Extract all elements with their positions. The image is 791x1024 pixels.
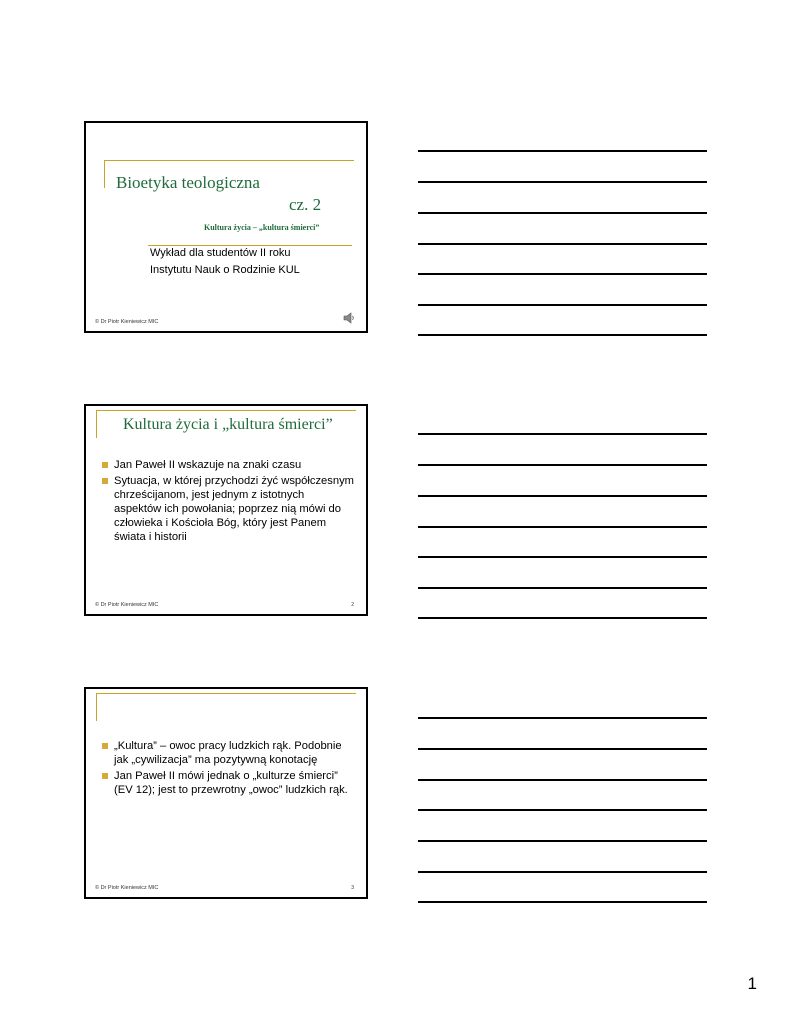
note-line — [418, 464, 707, 466]
bullet-text: Jan Paweł II mówi jednak o „kulturze śmierci” (EV 12); jest to przewrotny „owoc” ludzkich rąk. — [114, 770, 348, 796]
note-line — [418, 150, 707, 152]
bullet-square-icon — [102, 743, 108, 749]
bullet-square-icon — [102, 773, 108, 779]
slide-1-mid-rule — [148, 245, 352, 246]
slide-1-title-line1: Bioetyka teologiczna — [116, 173, 260, 192]
note-line — [418, 617, 707, 619]
slide-3-left-rule — [96, 693, 97, 721]
bullet-text: „Kultura” – owoc pracy ludzkich rąk. Podobnie jak „cywilizacja” ma pozytywną konotację — [114, 740, 342, 766]
list-item — [102, 474, 354, 544]
slide-1-title-line2: cz. 2 — [289, 195, 322, 214]
slide-2-top-rule — [96, 410, 356, 411]
note-line — [418, 556, 707, 558]
bullet-square-icon — [102, 462, 108, 468]
speaker-icon[interactable] — [342, 311, 356, 325]
note-line — [418, 181, 707, 183]
note-line — [418, 748, 707, 750]
slide-3-bullet-list — [102, 739, 354, 799]
slide-3-footer: © Dr Piotr Kieniewicz MIC — [95, 885, 159, 891]
list-item — [102, 458, 354, 472]
note-line — [418, 243, 707, 245]
slide-2-footer: © Dr Piotr Kieniewicz MIC — [95, 602, 159, 608]
slide-1-left-rule — [104, 160, 105, 188]
note-line — [418, 809, 707, 811]
slide-2-bullet-list — [102, 458, 354, 546]
slide-3 — [84, 687, 368, 899]
list-item — [102, 739, 354, 767]
note-line — [418, 304, 707, 306]
bullet-text: Sytuacja, w której przychodzi żyć współczesnym chrześcijanom, jest jednym z istotnych aspektów ich powołania; poprzez nią mówi do człowieka i Kościoła Bóg, który jest Panem świata i historii — [114, 475, 354, 543]
note-line — [418, 526, 707, 528]
page-number: 1 — [747, 974, 757, 993]
note-line — [418, 840, 707, 842]
note-line — [418, 433, 707, 435]
slide-1-footer: © Dr Piotr Kieniewicz MIC — [95, 319, 159, 325]
note-line — [418, 212, 707, 214]
slide-2-left-rule — [96, 410, 97, 438]
note-line — [418, 779, 707, 781]
slide-2 — [84, 404, 368, 616]
slide-1-subtitle: Kultura życia – „kultura śmierci” — [204, 223, 320, 232]
note-line — [418, 871, 707, 873]
note-line — [418, 717, 707, 719]
slide-3-number: 3 — [351, 885, 354, 891]
list-item — [102, 769, 354, 797]
bullet-square-icon — [102, 478, 108, 484]
slide-1 — [84, 121, 368, 333]
note-line — [418, 334, 707, 336]
slide-1-top-rule — [104, 160, 354, 161]
note-line — [418, 273, 707, 275]
bullet-text: Jan Paweł II wskazuje na znaki czasu — [114, 459, 302, 471]
note-line — [418, 901, 707, 903]
slide-1-info-line1: Wykład dla studentów II roku — [150, 247, 291, 259]
slide-1-info-line2: Instytutu Nauk o Rodzinie KUL — [150, 264, 300, 276]
note-line — [418, 587, 707, 589]
slide-3-top-rule — [96, 693, 356, 694]
slide-2-number: 2 — [351, 602, 354, 608]
note-line — [418, 495, 707, 497]
slide-2-title: Kultura życia i „kultura śmierci” — [123, 416, 333, 433]
